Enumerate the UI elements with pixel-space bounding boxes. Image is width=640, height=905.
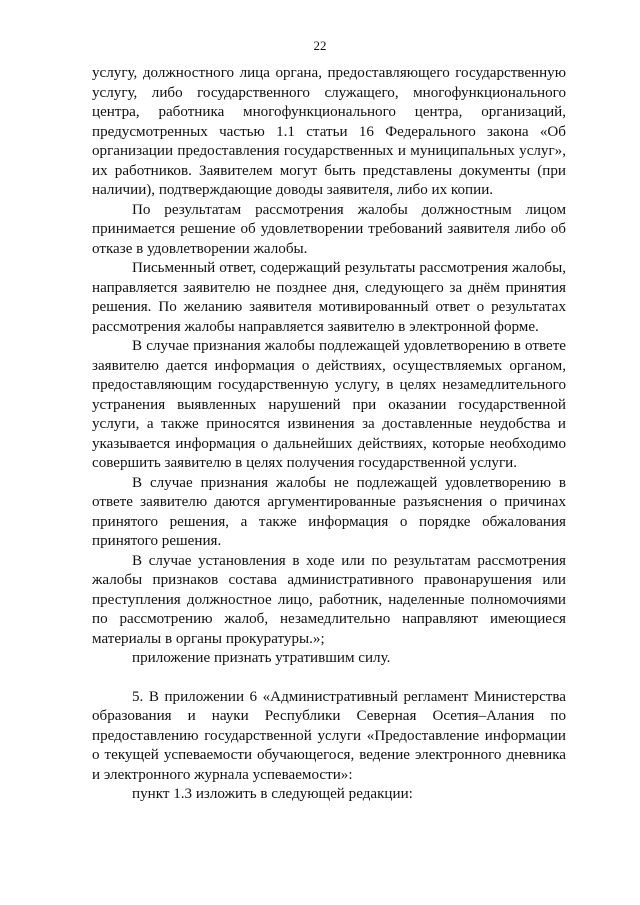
paragraph-complaint-satisfied: В случае признания жалобы подлежащей удовлетворению в ответе заявителю дается информация о действиях, осуществляемых органом, предоставляющим государственную услугу, в целях незамедлительного устранения выявленных нарушений при оказании государственной услуги, а также приносятся извинения за доставленные неудобства и указывается информация о дальнейших действиях, которые необходимо совершить заявителю в целях получения государственной услуги. bbox=[92, 338, 566, 471]
paragraph-annex-void: приложение признать утратившим силу. bbox=[132, 650, 391, 666]
paragraph-complaint-rejected: В случае признания жалобы не подлежащей удовлетворению в ответе заявителю даются аргументированные разъяснения о причинах принятого решения, а также информация о порядке обжалования принятого решения. bbox=[92, 474, 566, 549]
document-body bbox=[92, 64, 566, 805]
paragraph-violation-found: В случае установления в ходе или по результатам рассмотрения жалобы признаков состава административного правонарушения или преступления должностное лицо, работник, наделенные полномочиями по рассмотрению жалоб, незамедлительно направляют имеющиеся материалы в органы прокуратуры.»; bbox=[92, 552, 566, 647]
paragraph-item-1-3: пункт 1.3 изложить в следующей редакции: bbox=[132, 786, 413, 802]
paragraph-written-answer: Письменный ответ, содержащий результаты рассмотрения жалобы, направляется заявителю не позднее дня, следующего за днём принятия решения. По желанию заявителя мотивированный ответ о результатах рассмотрения жалобы направляется заявителю в электронной форме. bbox=[92, 260, 566, 335]
paragraph-complaint-subject: услугу, должностного лица органа, предоставляющего государственную услугу, либо государственного служащего, многофункционального центра, работника многофункционального центра, организаций, предусмотренных частью 1.1 статьи 16 Федерального закона «Об организации предоставления государственных и муниципальных услуг», их работников. Заявителем могут быть представлены документы (при наличии), подтверждающие доводы заявителя, либо их копии. bbox=[92, 65, 566, 198]
paragraph-decision: По результатам рассмотрения жалобы должностным лицом принимается решение об удовлетворении требований заявителя либо об отказе в удовлетворении жалобы. bbox=[92, 201, 566, 257]
page-number: 22 bbox=[313, 38, 327, 53]
paragraph-annex-6: 5. В приложении 6 «Административный регламент Министерства образования и науки Республики Северная Осетия–Алания по предоставлению государственной услуги «Предоставление информации о текущей успеваемости обучающегося, ведение электронного дневника и электронного журнала успеваемости»: bbox=[92, 688, 566, 783]
